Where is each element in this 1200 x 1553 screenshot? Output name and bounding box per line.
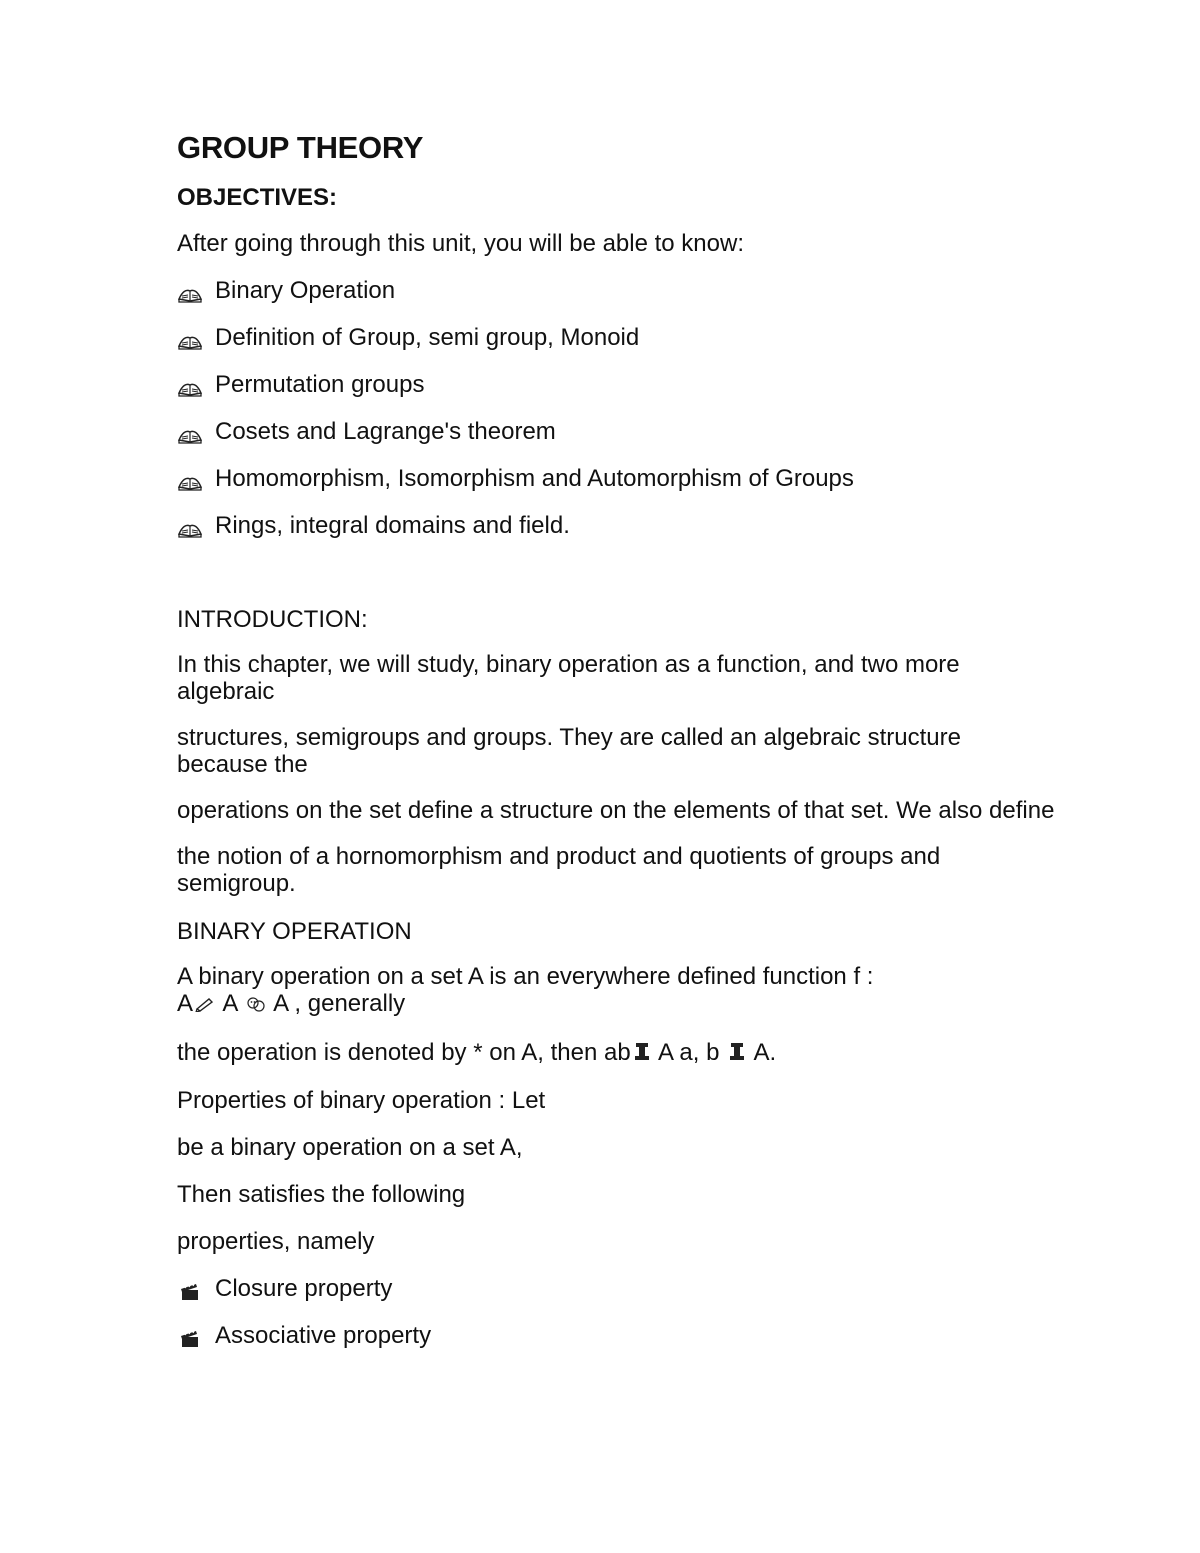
properties-line-3-start: Then xyxy=(177,1180,232,1208)
open-book-icon xyxy=(177,281,203,301)
objectives-list xyxy=(177,275,1057,542)
objective-label: Binary Operation xyxy=(215,277,396,304)
binary-notation-line xyxy=(177,1037,1057,1070)
binary-operation-heading: BINARY OPERATION xyxy=(177,918,412,945)
binary-notation-part-3: A a, b xyxy=(658,1039,720,1067)
binary-definition-set-a: A xyxy=(177,990,194,1017)
properties-list xyxy=(177,1273,1057,1352)
objective-label: Homomorphism, Isomorphism and Automorphism of Groups xyxy=(215,465,854,492)
open-book-icon xyxy=(177,516,203,536)
properties-line-3 xyxy=(177,1179,1057,1211)
objective-label: Definition of Group, semi group, Monoid xyxy=(215,324,640,351)
property-label: Closure property xyxy=(215,1274,393,1302)
intro-paragraph: In this chapter, we will study, binary operation as a function, and two more algebraic xyxy=(177,651,960,705)
list-item xyxy=(177,369,1057,401)
section-spacer xyxy=(177,557,1057,604)
document-body xyxy=(177,128,1057,1367)
masks-symbol-icon xyxy=(246,991,266,1018)
binary-definition-codomain: A , generally xyxy=(273,990,406,1017)
open-book-icon xyxy=(177,469,203,489)
properties-line-2: be a binary operation on a set A, xyxy=(177,1133,523,1161)
open-book-icon xyxy=(177,422,203,442)
objectives-heading: OBJECTIVES: xyxy=(177,184,338,211)
list-item xyxy=(177,275,1057,307)
introduction-heading: INTRODUCTION: xyxy=(177,606,368,633)
clapperboard-icon xyxy=(177,1326,203,1346)
list-item xyxy=(177,1320,1057,1352)
properties-line-1: Properties of binary operation : Let xyxy=(177,1086,546,1114)
list-item xyxy=(177,416,1057,448)
binary-notation-part-2: b xyxy=(617,1039,631,1067)
binary-definition xyxy=(177,963,1057,1018)
binary-definition-set-b: A xyxy=(222,990,238,1017)
properties-line-3-end: satisfies the following xyxy=(238,1180,466,1208)
clapperboard-icon xyxy=(177,1279,203,1299)
page-title: GROUP THEORY xyxy=(177,130,424,165)
properties-line-4: properties, namely xyxy=(177,1227,375,1255)
intro-paragraph: structures, semigroups and groups. They are called an algebraic structure because the xyxy=(177,724,961,778)
objectives-intro: After going through this unit, you will be able to know: xyxy=(177,230,744,257)
list-item xyxy=(177,463,1057,495)
list-item xyxy=(177,1273,1057,1305)
property-label: Associative property xyxy=(215,1321,432,1349)
intro-paragraph: the notion of a hornomorphism and product and quotients of groups and semigroup. xyxy=(177,843,941,897)
objective-label: Cosets and Lagrange's theorem xyxy=(215,418,556,445)
intro-paragraph: operations on the set define a structure on the elements of that set. We also define xyxy=(177,797,1055,824)
open-book-icon xyxy=(177,375,203,395)
binary-definition-line-1: A binary operation on a set A is an everywhere defined function f : xyxy=(177,963,874,990)
list-item xyxy=(177,322,1057,354)
objective-label: Rings, integral domains and field. xyxy=(215,512,570,539)
list-item xyxy=(177,510,1057,542)
binary-notation-part-4: A. xyxy=(753,1039,777,1067)
statue-symbol-icon xyxy=(633,1038,651,1070)
statue-symbol-icon xyxy=(728,1038,746,1070)
binary-notation-part-1: the operation is denoted by * on A, then a xyxy=(177,1039,618,1067)
pencil-symbol-icon xyxy=(195,991,215,1018)
objective-label: Permutation groups xyxy=(215,371,425,398)
open-book-icon xyxy=(177,328,203,348)
